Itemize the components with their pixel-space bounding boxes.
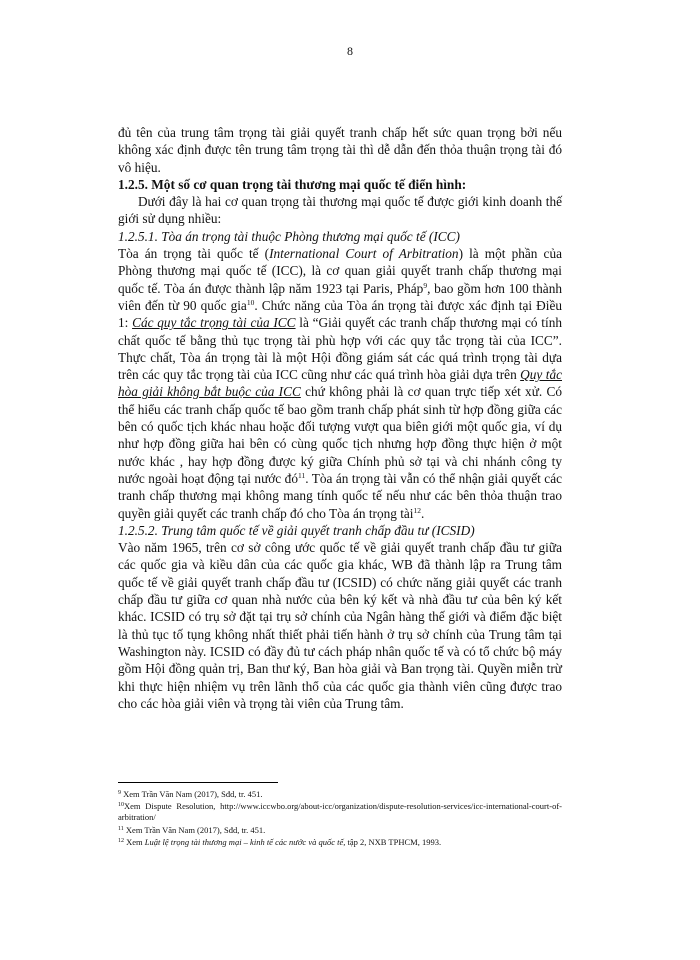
footnote-text: Xem Dispute Resolution, http://www.iccwbo.org/about-icc/organization/dispute-resolution-services/icc-international-court-of-arbitration/ <box>118 801 562 823</box>
footnote-number: 10 <box>118 802 124 809</box>
paragraph-icc <box>118 245 562 522</box>
footnote-text: Xem <box>124 836 145 847</box>
document-body <box>118 124 562 712</box>
italic-underlined-run: Các quy tắc trọng tài của ICC <box>132 315 296 331</box>
footnote-italic-title: Luật lệ trọng tài thương mại – kinh tế các nước và quốc tế <box>144 836 344 847</box>
footnote-text: Xem Trần Văn Nam (2017), Sđd, tr. 451. <box>123 824 266 835</box>
italic-run: International Court of Arbitration <box>269 246 459 262</box>
text-run: ) là một phần của Phòng thương mại quốc tế (ICC), là cơ quan giải quyết tranh chấp thương mại quốc tế. Tòa án được thành lập năm 1923 tại Paris, Pháp <box>118 246 562 296</box>
section-heading: 1.2.5. Một số cơ quan trọng tài thương mại quốc tế điển hình: <box>118 176 467 192</box>
footnote-number: 9 <box>118 790 121 796</box>
paragraph-intro <box>118 193 562 228</box>
footnote-9 <box>118 789 562 800</box>
subsection-heading-icc: 1.2.5.1. Tòa án trọng tài thuộc Phòng thương mại quốc tế (ICC) <box>118 228 460 244</box>
paragraph-continuation: đủ tên của trung tâm trọng tài giải quyết tranh chấp hết sức quan trọng bởi nếu không xác định được tên trung tâm trọng tài thì dễ dẫn đến thỏa thuận trọng tài đó vô hiệu. <box>118 125 562 175</box>
footnote-number: 11 <box>118 825 124 832</box>
footnote-11 <box>118 825 562 836</box>
text-run: . Chức năng của Tòa án trọng tài được xác định tại Điều 1: <box>118 297 562 331</box>
text-run: , bao gồm hơn 100 thành viên đến từ 90 quốc gia <box>118 280 562 313</box>
italic-underlined-run: Quy tắc hòa giải không bắt buộc của ICC <box>118 367 562 400</box>
footnote-ref-12: 12 <box>413 505 422 515</box>
text-run: là “Giải quyết các tranh chấp thương mại có tính chất quốc tế bằng thủ tục trọng tài phù hợp với các quy tắc trọng tài của ICC”. Thực chất, Tòa án trọng tài là một Hội đồng giám sát các quá trình trọng tài dựa trên các quy tắc trọng tài của ICC cũng như các quá trình hòa giải dựa trên <box>118 315 562 383</box>
page-number: 8 <box>347 44 353 58</box>
footnote-12 <box>118 837 562 848</box>
footnote-divider <box>118 782 278 783</box>
footnote-text: Xem Trần Văn Nam (2017), Sđd, tr. 451. <box>121 789 263 799</box>
subsection-heading-icsid: 1.2.5.2. Trung tâm quốc tế về giải quyết tranh chấp đầu tư (ICSID) <box>118 522 475 538</box>
text-run: . <box>421 505 425 521</box>
footnote-ref-10: 10 <box>246 297 255 307</box>
footnotes <box>118 789 562 849</box>
paragraph-intro-text: Dưới đây là hai cơ quan trọng tài thương mại quốc tế được giới kinh doanh thế giới sử dụng nhiều: <box>118 194 562 227</box>
paragraph-icsid: Vào năm 1965, trên cơ sở công ước quốc tế về giải quyết tranh chấp đầu tư giữa các quốc gia và kiều dân của các quốc gia khác, WB đã thành lập ra Trung tâm quốc tế về giải quyết tranh chấp đầu tư (ICSID) có chức năng giải quyết các tranh chấp đầu tư giữa cơ quan nhà nước của bên ký kết và nhà đầu tư của bên ký kết khác. ICSID có trụ sở đặt tại trụ sở chính của Ngân hàng thế giới và điểm đặc biệt là thủ tục tố tụng không nhất thiết phải tiến hành ở trụ sở chính của Trung tâm tại Washington này. ICSID có đầy đủ tư cách pháp nhân quốc tế và có tổ chức bộ máy gồm Hội đồng quản trị, Ban thư ký, Ban hòa giải và Ban trọng tài. Quyền miễn trừ khi thực hiện nhiệm vụ trên lãnh thổ của các quốc gia thành viên cũng được trao cho các hòa giải viên và trọng tài viên của Trung tâm. <box>118 540 562 711</box>
footnote-number: 12 <box>118 837 124 844</box>
footnote-text: , tập 2, NXB TPHCM, 1993. <box>343 836 442 847</box>
text-run: Tòa án trọng tài quốc tế ( <box>118 246 270 262</box>
footnote-ref-9: 9 <box>423 280 428 290</box>
text-run: chứ không phải là cơ quan trực tiếp xét xử. Có thể hiểu các tranh chấp quốc tế bao gồm tranh chấp phát sinh từ hợp đồng giữa các bên có quốc tịch khác nhau hoặc đối tượng vượt qua biên giới một quốc gia, ví dụ như hợp đồng giữa hai bên có cùng quốc tịch nhưng hợp đồng thực hiện ở một nước khác , hay hợp đồng được ký giữa Chính phủ sở tại và chi nhánh công ty nước ngoài hoạt động tại nước đó <box>118 384 562 486</box>
text-run: . Tòa án trọng tài vẫn có thể nhận giải quyết các tranh chấp thương mại không mang tính quốc tế nếu như các bên thỏa thuận trao quyền giải quyết các tranh chấp đó cho Tòa án trọng tài <box>118 470 563 521</box>
footnote-ref-11: 11 <box>297 470 306 480</box>
footnote-10 <box>118 801 562 823</box>
